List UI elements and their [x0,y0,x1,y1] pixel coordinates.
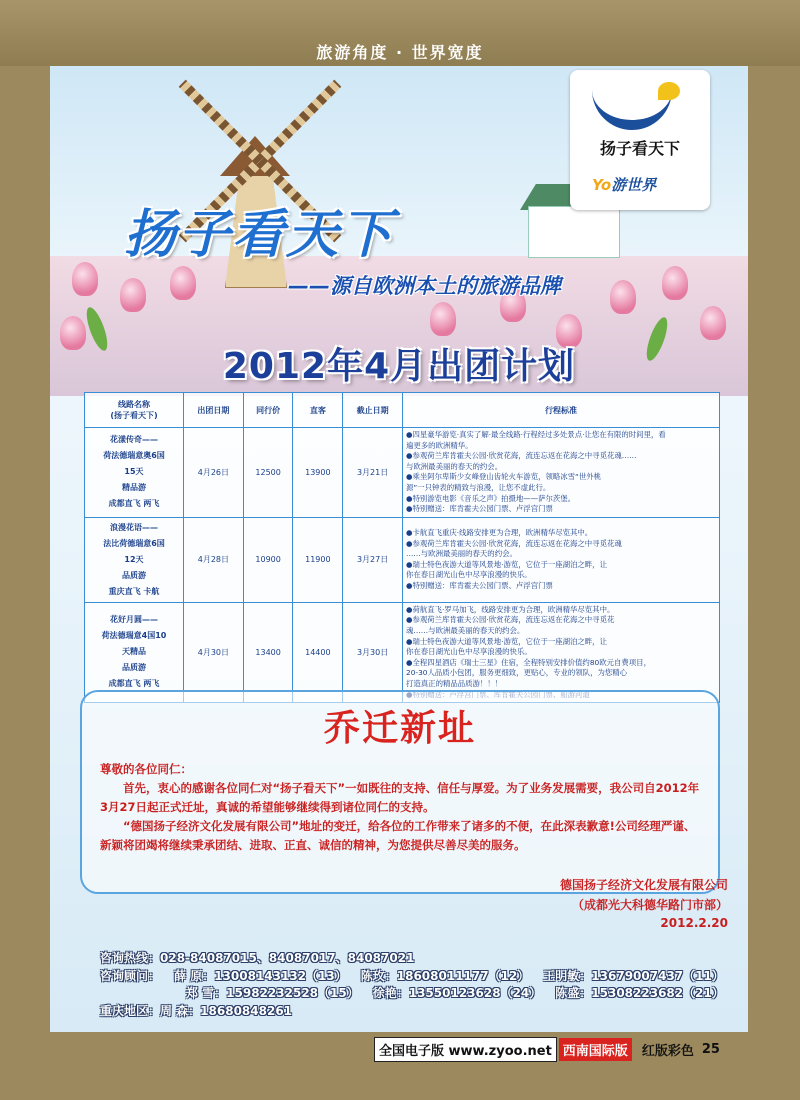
feature-line: 遍更多的欧洲精华。 [406,440,473,450]
logo-sub-text: 游世界 [611,176,657,194]
table-row [85,517,720,602]
route-name-line: 花漾传奇—— [110,435,158,445]
header-title: 旅游角度 · 世界宽度 [316,43,484,62]
feature-line: 你在春日湖光山色中尽享浪漫的快乐。 [406,570,532,580]
route-name-line: 品质游 [122,663,146,673]
contact-item: 陈盛：15308223682（21） [555,986,724,1000]
route-name-line: 成都直飞 两飞 [108,499,160,509]
feature-line: ●参观荷兰库肯霍夫公园·欣赏花海，流连忘返在花海之中寻觅花 [406,615,615,625]
cell-peer-price: 13400 [243,602,293,702]
cell-depart: 4月28日 [184,517,244,602]
cell-depart: 4月26日 [184,428,244,518]
header-route [85,393,184,428]
features-cell [403,517,720,602]
contact-consultants-label: 咨询顾问： [100,968,161,983]
contact-info [100,950,724,1020]
route-name-line: 浪漫花语—— [110,522,158,532]
route-name-cell [85,517,184,602]
tulip-icon [170,266,196,300]
route-name-cell [85,428,184,518]
bird-icon [658,82,680,100]
house-icon [528,206,620,258]
feature-line: ●荷航直飞·罗马加飞，线路安排更为合理，欧洲精华尽览其中。 [406,604,615,614]
feature-line: 魂……与欧洲最美丽的春天的约会。 [406,625,525,635]
header-depart: 出团日期 [184,393,244,428]
features-cell [403,428,720,518]
feature-line: ……与欧洲最美丽的春天的约会。 [406,549,517,559]
table-row [85,602,720,702]
contact-item: 薛 原：13008143132（13） [174,968,347,983]
notice-title: 乔迁新址 [323,707,476,749]
notice-date: 2012.2.20 [660,916,728,930]
contact-row-1 [100,968,724,986]
notice-paragraph-1: 首先，衷心的感谢各位同仁对“扬子看天下”一如既往的支持、信任与厚爱。为了业务发展需要，我公司自2012年3月27日起正式迁址，真诚的希望能够继续得到诸位同仁的支持。 [100,781,700,814]
route-name-line: 荷法德瑞意4国10 [101,631,167,641]
contact-chongqing: 重庆地区：周 森：18680848261 [100,1003,293,1018]
footer-edition: 西南国际版 [559,1038,632,1061]
cell-deadline: 3月27日 [343,517,403,602]
route-name-line: 成都直飞 两飞 [108,679,160,689]
notice-body [100,760,704,855]
plan-title: 2012年4月出团计划 [222,346,576,387]
contact-item: 徐艳：13550123628（24） [372,986,542,1000]
cell-retail: 11900 [293,517,343,602]
feature-line: 与欧洲最美丽的春天的约会。 [406,461,503,471]
route-name-line: 法比荷德瑞意6国 [103,538,165,548]
tulip-icon [120,278,146,312]
header-deadline: 截止日期 [343,393,403,428]
header-route-line2: (扬子看天下) [110,411,158,420]
cell-peer-price: 12500 [243,428,293,518]
route-name-line: 品质游 [122,570,146,580]
feature-line: ●四星豪华游览·真实了解·最全线路·行程经过多处景点·让您在有限的时间里，看 [406,430,666,439]
tulip-icon [662,266,688,300]
notice-greeting: 尊敬的各位同仁： [100,762,192,776]
feature-line: ●全程四星酒店《瑞士三星》住宿，全程特别安排价值约80欧元自费项目， [406,657,651,667]
tulip-icon [610,280,636,314]
contact-hotline: 咨询热线：028-84087015、84087017、84087021 [100,951,415,965]
notice-branch: （成都光大科德华路门市部） [571,898,728,912]
page-number: 25 [701,1041,720,1057]
cell-peer-price: 10900 [243,517,293,602]
feature-line: ●参观荷兰库肯霍夫公园·欣赏花海，流连忘返在花海之中寻觅花魂…… [406,451,637,461]
feature-line: ●特别赠送：库肯霍夫公园门票、卢浮宫门票 [406,580,553,590]
route-name-line: 天精品 [122,647,146,657]
tulip-icon [430,302,456,336]
tour-plan-table [84,392,720,703]
header-peer-price: 同行价 [243,393,293,428]
banner-title: 扬子看天下 [124,205,395,265]
table-row [85,428,720,518]
feature-line: ●瑞士特色夜游大道等风景地·游览，它位于一座湖泊之畔，让 [406,636,607,646]
banner-slogan: ——源自欧洲本土的旅游品牌 [288,274,561,298]
header-retail: 直客 [293,393,343,428]
feature-line: ●特别赠送：库肯霍夫公园门票、卢浮宫门票 [406,504,553,514]
features-cell [403,602,720,702]
feature-line: 源”一只钟表的精致与浪漫，让您不虚此行。 [406,482,551,492]
feature-line: ●特别游览电影《音乐之声》拍摄地——萨尔茨堡。 [406,493,576,503]
feature-line: ●卡航直飞重庆·线路安排更为合理，欧洲精华尽览其中。 [406,527,593,537]
cell-deadline: 3月21日 [343,428,403,518]
page-footer [374,1038,720,1060]
route-name-cell [85,602,184,702]
route-name-line: 花好月圆—— [110,615,158,625]
contact-item: 陈玫：18608011177（12） [360,968,530,983]
contact-row-2 [100,985,724,1003]
table-header-row [85,393,720,428]
feature-line: 你在春日湖光山色中尽享浪漫的快乐。 [406,647,532,657]
brand-logo [570,70,710,210]
cell-retail: 13900 [293,428,343,518]
tulip-icon [700,306,726,340]
contact-item: 郑 雪：15982232528（15） [186,986,359,1000]
feature-line: 打造真正的精品品质游！！！ [406,678,503,688]
logo-title: 扬子看天下 [599,139,680,158]
route-name-line: 重庆直飞 卡航 [108,586,160,596]
feature-line: ●瑞士特色夜游大道等风景地·游览，它位于一座湖泊之畔，让 [406,559,607,569]
cell-retail: 14400 [293,602,343,702]
logo-subtitle [592,174,656,195]
route-name-line: 荷法德瑞意奥6国 [103,451,165,461]
main-panel [50,66,748,1032]
feature-line: ●参观荷兰库肯霍夫公园·欣赏花海，流连忘返在花海之中寻觅花魂 [406,538,622,548]
route-name-line: 15天 [124,467,144,477]
feature-line: 20-30人品质小包团，服务更细致，更贴心，专业的领队，为您精心 [406,668,628,678]
cell-deadline: 3月30日 [343,602,403,702]
notice-paragraph-2: “德国扬子经济文化发展有限公司”地址的变迁，给各位的工作带来了诸多的不便，在此深表歉意!公司经理严谨、新颖将团竭将继续秉承团结、进取、正直、诚信的精神，为您提供尽善尽美的服务。 [100,819,696,852]
cell-depart: 4月30日 [184,602,244,702]
tulip-icon [72,262,98,296]
footer-site: 全国电子版 www.zyoo.net [374,1037,557,1062]
footer-label: 红版彩色 [641,1043,694,1059]
notice-company: 德国扬子经济文化发展有限公司 [559,878,728,892]
feature-line: ●乘坐阿尔卑斯少女峰登山齿轮火车游览，领略冰雪“世外桃 [406,472,602,482]
contact-item: 王明敏：13679007437（11） [543,968,724,983]
header-route-line1: 线路名称 [118,400,150,409]
relocation-notice [80,690,720,894]
header-features: 行程标准 [403,393,720,428]
logo-yo: Yo [592,176,612,194]
route-name-line: 12天 [124,554,144,564]
route-name-line: 精品游 [122,483,146,493]
